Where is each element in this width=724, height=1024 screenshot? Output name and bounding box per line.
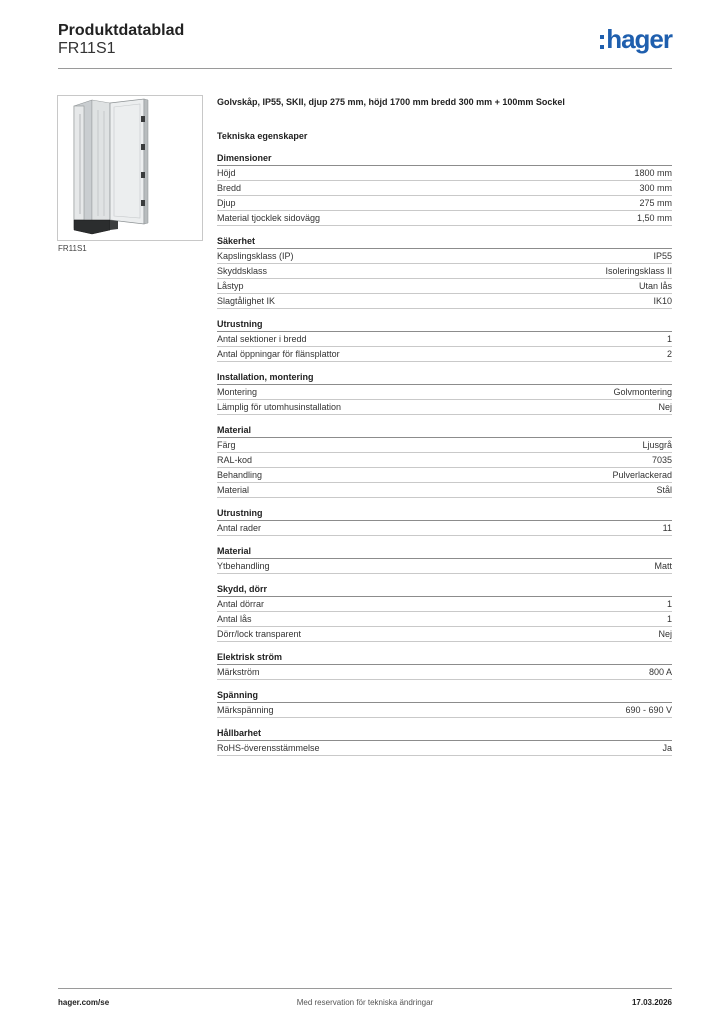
section-spanning (217, 689, 672, 718)
spec-label: Kapslingsklass (IP) (217, 251, 294, 261)
spec-value: Matt (654, 561, 672, 571)
section-hallbarhet (217, 727, 672, 756)
section-title: Material (217, 545, 672, 559)
spec-label: Skyddsklass (217, 266, 268, 276)
spec-value: IP55 (653, 251, 672, 261)
spec-value: Utan lås (638, 281, 672, 291)
spec-label: Dörr/lock transparent (217, 629, 302, 639)
page-header (58, 22, 672, 69)
spec-row (217, 249, 672, 264)
spec-row (217, 521, 672, 536)
spec-value: 1 (666, 599, 672, 609)
section-title: Material (217, 424, 672, 438)
section-dimensioner (217, 152, 672, 226)
spec-row (217, 703, 672, 718)
spec-value: Isoleringsklass II (605, 266, 672, 276)
section-elektrisk-strom (217, 651, 672, 680)
tech-heading: Tekniska egenskaper (217, 131, 308, 141)
spec-label: Ytbehandling (217, 561, 270, 571)
spec-value: Pulverlackerad (612, 470, 672, 480)
section-installation (217, 371, 672, 415)
spec-label: Lämplig för utomhusinstallation (217, 402, 342, 412)
spec-row (217, 483, 672, 498)
spec-row (217, 211, 672, 226)
spec-row (217, 166, 672, 181)
spec-label: Djup (217, 198, 236, 208)
spec-row (217, 741, 672, 756)
spec-value: IK10 (653, 296, 672, 306)
spec-label: Antal lås (217, 614, 252, 624)
section-material (217, 424, 672, 498)
spec-value: 300 mm (639, 183, 672, 193)
spec-label: Höjd (217, 168, 236, 178)
spec-label: Material (217, 485, 250, 495)
section-title: Hållbarhet (217, 727, 672, 741)
spec-row (217, 627, 672, 642)
hager-logo (600, 26, 672, 52)
spec-label: Behandling (217, 470, 263, 480)
spec-label: Slagtålighet IK (217, 296, 276, 306)
spec-value: Golvmontering (613, 387, 672, 397)
section-title: Utrustning (217, 507, 672, 521)
cabinet-image-icon (58, 96, 202, 240)
section-material-2 (217, 545, 672, 574)
section-title: Spänning (217, 689, 672, 703)
spec-row (217, 612, 672, 627)
spec-label: Antal dörrar (217, 599, 265, 609)
section-title: Skydd, dörr (217, 583, 672, 597)
spec-label: Märkspänning (217, 705, 274, 715)
spec-value: Ljusgrå (642, 440, 672, 450)
spec-label: Märkström (217, 667, 260, 677)
footer-website-link[interactable]: hager.com/se (58, 998, 110, 1007)
footer-notice: Med reservation för tekniska ändringar (296, 998, 434, 1007)
spec-value: 1 (666, 614, 672, 624)
spec-value: 690 - 690 V (625, 705, 672, 715)
spec-label: RoHS-överensstämmelse (217, 743, 320, 753)
spec-value: 1 (666, 334, 672, 344)
spec-value: 1,50 mm (636, 213, 672, 223)
spec-label: Antal rader (217, 523, 262, 533)
section-title: Installation, montering (217, 371, 672, 385)
spec-row (217, 453, 672, 468)
spec-value: 11 (662, 523, 672, 533)
logo-text: hager (606, 24, 672, 54)
spec-row (217, 385, 672, 400)
spec-label: Antal sektioner i bredd (217, 334, 307, 344)
image-caption: FR11S1 (58, 244, 87, 253)
logo-dots-icon (600, 35, 604, 49)
section-utrustning-2 (217, 507, 672, 536)
spec-row (217, 400, 672, 415)
spec-content (217, 96, 672, 765)
spec-row (217, 438, 672, 453)
section-title: Elektrisk ström (217, 651, 672, 665)
spec-row (217, 294, 672, 309)
product-code: FR11S1 (58, 40, 116, 57)
section-utrustning (217, 318, 672, 362)
section-skydd-dorr (217, 583, 672, 642)
product-description: Golvskåp, IP55, SKII, djup 275 mm, höjd 1700 mm bredd 300 mm + 100mm Sockel (217, 97, 565, 107)
spec-value: 7035 (651, 455, 672, 465)
spec-row (217, 347, 672, 362)
spec-row (217, 181, 672, 196)
spec-row (217, 196, 672, 211)
product-image (57, 95, 203, 241)
spec-value: Ja (662, 743, 672, 753)
spec-row (217, 332, 672, 347)
spec-value: 1800 mm (634, 168, 672, 178)
footer-date: 17.03.2026 (631, 998, 672, 1007)
spec-value: 275 mm (639, 198, 672, 208)
section-title: Dimensioner (217, 152, 672, 166)
spec-label: Material tjocklek sidovägg (217, 213, 321, 223)
spec-row (217, 597, 672, 612)
spec-label: Färg (217, 440, 236, 450)
section-sakerhet (217, 235, 672, 309)
page-footer (58, 988, 672, 1013)
spec-label: RAL-kod (217, 455, 253, 465)
spec-row (217, 665, 672, 680)
spec-row (217, 279, 672, 294)
spec-value: 2 (666, 349, 672, 359)
spec-label: Bredd (217, 183, 242, 193)
spec-label: Montering (217, 387, 258, 397)
spec-value: Nej (658, 629, 672, 639)
spec-value: 800 A (648, 667, 672, 677)
section-title: Utrustning (217, 318, 672, 332)
spec-row (217, 468, 672, 483)
spec-value: Nej (658, 402, 672, 412)
spec-row (217, 264, 672, 279)
spec-value: Stål (656, 485, 672, 495)
spec-row (217, 559, 672, 574)
spec-label: Låstyp (217, 281, 244, 291)
section-title: Säkerhet (217, 235, 672, 249)
spec-label: Antal öppningar för flänsplattor (217, 349, 340, 359)
document-title: Produktdatablad (58, 22, 185, 39)
